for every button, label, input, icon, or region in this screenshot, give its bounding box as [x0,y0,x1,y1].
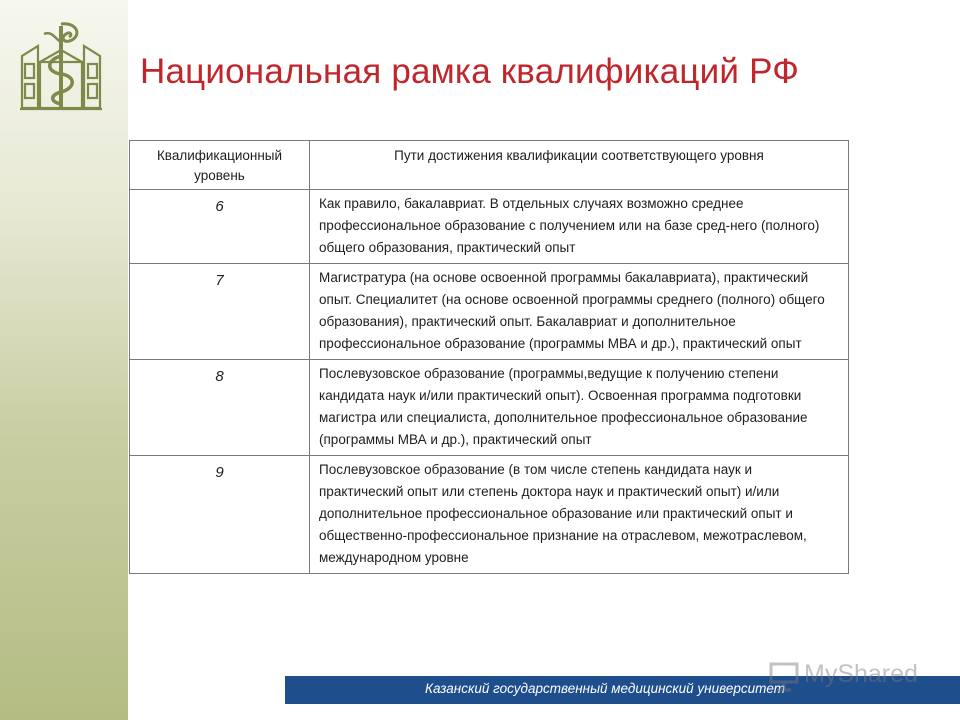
level-cell: 9 [130,456,310,574]
paths-cell: Как правило, бакалавриат. В отдельных случаях возможно среднее профессиональное образование с получением или на базе сред-него (полного) общего образования, практический опыт [310,190,849,264]
table-row [130,456,849,574]
table-header-row [130,141,849,190]
table-row [130,190,849,264]
paths-cell: Послевузовское образование (программы,ведущие к получению степени кандидата наук и/или практический опыт). Освоенная программа подготовки магистра или специалиста, дополнительное профессиональное образование (программы МВА и др.), практический опыт [310,360,849,456]
presentation-icon [768,660,800,692]
university-logo-icon [16,16,106,116]
slide-title: Национальная рамка квалификаций РФ [140,52,800,91]
header-level: Квалификационный уровень [130,141,310,190]
paths-cell: Магистратура (на основе освоенной программы бакалавриата), практический опыт. Специалитет (на основе освоенной программы среднего (полного) общего образования), практический опыт. Бакалавриат и дополнительное профессиональное образование (программы МВА и др.), практический опыт [310,264,849,360]
watermark [768,658,928,692]
header-paths: Пути достижения квалификации соответствующего уровня [310,141,849,190]
watermark-text: MyShared [804,660,918,688]
table-row [130,360,849,456]
level-cell: 7 [130,264,310,360]
table-row [130,264,849,360]
level-cell: 8 [130,360,310,456]
paths-cell: Послевузовское образование (в том числе степень кандидата наук и практический опыт или степень доктора наук и практический опыт) и/или дополнительное профессиональное образование или практический опыт и общественно-профессиональное признание на отраслевом, межотраслевом, международном уровне [310,456,849,574]
level-cell: 6 [130,190,310,264]
qualification-table [129,140,849,574]
footer-university-name: Казанский государственный медицинский университет [425,681,785,696]
